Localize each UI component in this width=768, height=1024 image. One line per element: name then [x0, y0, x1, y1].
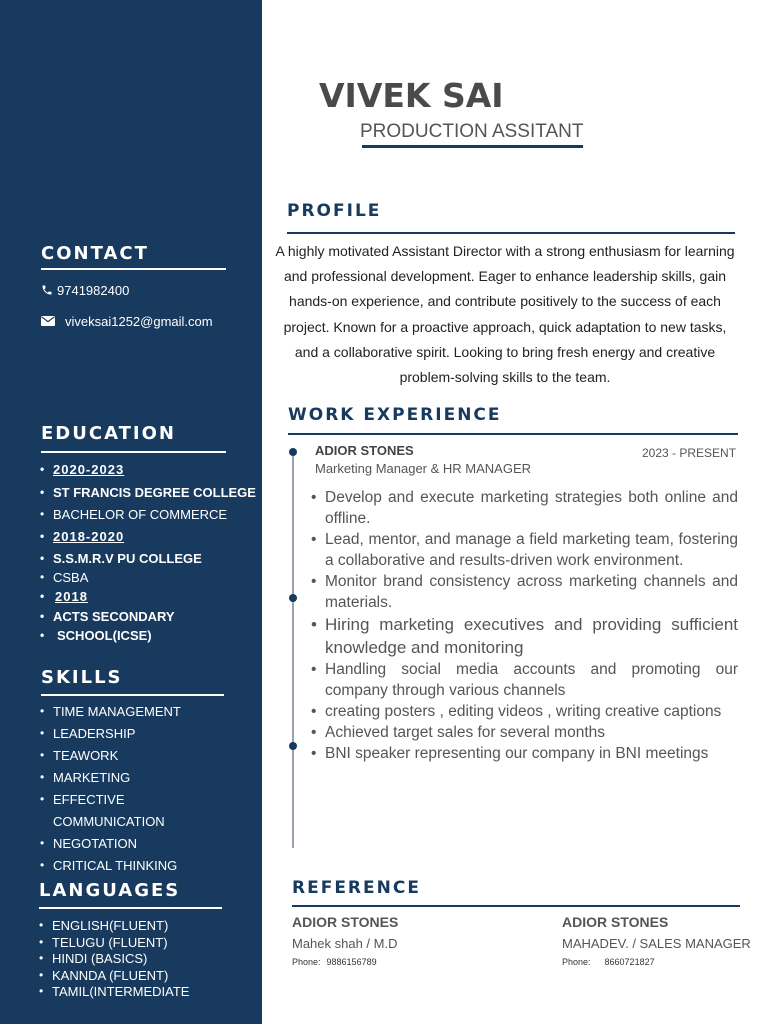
experience-bullet: • Monitor brand consistency across marketing channels and materials.	[325, 571, 738, 613]
experience-bullet: • creating posters , editing videos , writing creative captions	[325, 701, 738, 722]
phone-label: Phone:	[292, 957, 321, 967]
skill-item: • EFFECTIVE	[53, 792, 181, 814]
last-name: SAI	[441, 76, 504, 115]
language-item: • TELUGU (FLUENT)	[52, 935, 189, 952]
skill-item: • TIME MANAGEMENT	[53, 704, 181, 726]
experience-heading: WORK EXPERIENCE	[288, 405, 502, 425]
reference-divider	[292, 905, 740, 907]
education-year: • 2018	[53, 589, 256, 609]
reference-heading: REFERENCE	[292, 878, 421, 898]
phone-value: 8660721827	[604, 957, 655, 967]
skills-heading: SKILLS	[41, 667, 123, 688]
education-school: • S.S.M.R.V PU COLLEGE	[53, 551, 256, 570]
envelope-icon	[41, 316, 55, 326]
experience-bullet: • Handling social media accounts and promoting our company through various channels	[325, 659, 738, 701]
education-school-cont	[53, 628, 256, 647]
reference-phone	[292, 957, 377, 967]
profile-heading: PROFILE	[287, 201, 382, 221]
candidate-name	[319, 76, 504, 115]
phone-number: 9741982400	[57, 283, 130, 298]
title-underline	[362, 145, 583, 148]
phone-icon	[41, 284, 53, 296]
skill-item-cont-text: COMMUNICATION	[53, 814, 165, 829]
reference-phone	[562, 957, 655, 967]
languages-divider	[39, 907, 222, 909]
skill-item-cont	[53, 814, 181, 836]
language-item: • ENGLISH(FLUENT)	[52, 918, 189, 935]
job-title: PRODUCTION ASSITANT	[360, 121, 584, 142]
education-divider	[41, 451, 226, 453]
skills-divider	[41, 694, 224, 696]
skill-item: • MARKETING	[53, 770, 181, 792]
education-list	[39, 462, 256, 647]
skill-item: • TEAWORK	[53, 748, 181, 770]
language-item: • TAMIL(INTERMEDIATE	[52, 984, 189, 1001]
contact-heading: CONTACT	[41, 243, 149, 264]
profile-text: A highly motivated Assistant Director with a strong enthusiasm for learning and professional development. Eager to enhance leadership skills, gain hands-on experience, and contribute positively to the success of each project. Known for a proactive approach, quick adaptation to new tasks, and a collaborative spirit. Looking to bring fresh energy and creative problem-solving skills to the team.	[275, 243, 735, 386]
languages-list	[38, 918, 189, 1001]
experience-bullet: • BNI speaker representing our company in BNI meetings	[325, 743, 738, 764]
experience-company: ADIOR STONES	[315, 443, 414, 458]
language-item: • HINDI (BASICS)	[52, 951, 189, 968]
experience-divider	[288, 433, 738, 435]
reference-name: MAHADEV. / SALES MANAGER	[562, 936, 751, 951]
education-year: • 2020-2023	[53, 462, 256, 485]
skills-list	[39, 704, 181, 880]
phone-label: Phone:	[562, 957, 591, 967]
experience-bullet: • Lead, mentor, and manage a field marketing team, fostering a collaborative and results-driven work environment.	[325, 529, 738, 571]
education-heading: EDUCATION	[41, 423, 176, 444]
experience-dates: 2023 - PRESENT	[642, 446, 737, 460]
experience-bullets	[309, 487, 738, 764]
languages-heading: LANGUAGES	[39, 880, 181, 901]
timeline-line	[292, 451, 294, 848]
reference-name: Mahek shah / M.D	[292, 936, 398, 951]
skill-item: • NEGOTATION	[53, 836, 181, 858]
email-address: viveksai1252@gmail.com	[65, 314, 213, 329]
experience-role: Marketing Manager & HR MANAGER	[315, 461, 532, 476]
contact-divider	[41, 268, 226, 270]
contact-phone	[41, 283, 129, 298]
education-school: • ACTS SECONDARY	[53, 609, 256, 628]
education-degree: • BACHELOR OF COMMERCE	[53, 507, 256, 529]
education-school: • ST FRANCIS DEGREE COLLEGE	[53, 485, 256, 507]
skill-item: • LEADERSHIP	[53, 726, 181, 748]
education-degree: • CSBA	[53, 570, 256, 589]
timeline-dot	[289, 594, 297, 602]
skill-item: • CRITICAL THINKING	[53, 858, 181, 880]
experience-bullet: • Hiring marketing executives and providing sufficient knowledge and monitoring	[325, 613, 738, 659]
profile-divider	[287, 232, 735, 234]
sidebar	[0, 0, 262, 1024]
first-name: VIVEK	[319, 76, 431, 115]
reference-company: ADIOR STONES	[292, 914, 399, 930]
education-year: • 2018-2020	[53, 529, 256, 551]
timeline-dot	[289, 448, 297, 456]
reference-company: ADIOR STONES	[562, 914, 669, 930]
experience-bullet: • Achieved target sales for several months	[325, 722, 738, 743]
contact-email	[41, 314, 213, 329]
timeline-dot	[289, 742, 297, 750]
language-item: • KANNDA (FLUENT)	[52, 968, 189, 985]
experience-bullet: • Develop and execute marketing strategies both online and offline.	[325, 487, 738, 529]
phone-value: 9886156789	[326, 957, 377, 967]
education-school-cont-text: SCHOOL(ICSE)	[57, 628, 152, 643]
